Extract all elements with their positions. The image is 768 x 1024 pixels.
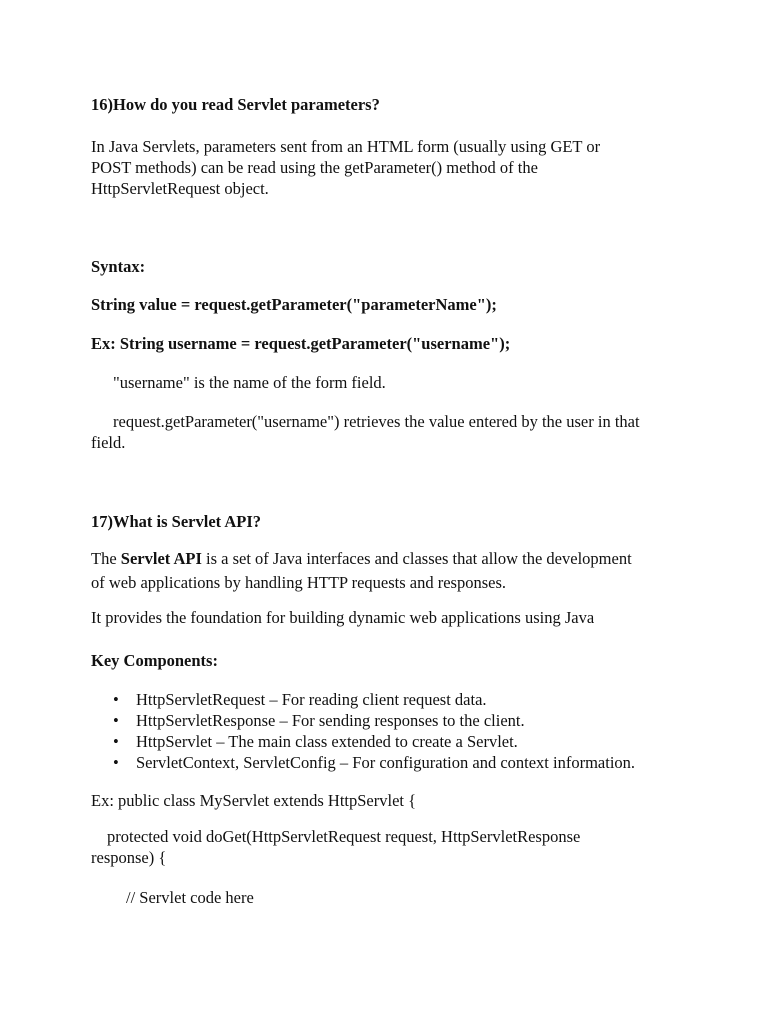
definition-prefix: The (91, 549, 121, 568)
foundation-text: It provides the foundation for building dynamic web applications using Java (91, 608, 595, 627)
bullet-icon: • (113, 690, 119, 709)
q16-intro-line: POST methods) can be read using the getParameter() method of the (91, 158, 538, 177)
getparameter-note-line: request.getParameter("username") retrieves the value entered by the user in that (113, 412, 640, 431)
getparameter-note-line: field. (91, 433, 126, 452)
bullet-icon: • (113, 711, 119, 730)
getparameter-note (91, 411, 711, 453)
list-item (91, 752, 711, 773)
bullet-icon: • (113, 732, 119, 751)
key-components-label: Key Components: (91, 651, 218, 670)
list-item-text: ServletContext, ServletConfig – For configuration and context information. (136, 753, 636, 772)
list-item (91, 689, 711, 710)
bullet-icon: • (113, 753, 119, 772)
list-item (91, 710, 711, 731)
syntax-label: Syntax: (91, 257, 146, 276)
definition-term: Servlet API (120, 549, 202, 568)
q16-intro-line: HttpServletRequest object. (91, 179, 269, 198)
doget-line: response) { (91, 848, 167, 867)
definition-rest: is a set of Java interfaces and classes that allow the development (201, 549, 632, 568)
definition-line: of web applications by handling HTTP requests and responses. (91, 573, 507, 592)
username-note: "username" is the name of the form field. (113, 373, 386, 392)
definition-line (91, 547, 691, 571)
list-item-text: HttpServletResponse – For sending responses to the client. (136, 711, 525, 730)
comment-line: // Servlet code here (126, 888, 254, 907)
syntax-code: String value = request.getParameter("parameterName"); (91, 295, 497, 314)
q16-heading: 16)How do you read Servlet parameters? (91, 95, 380, 114)
key-components-list (91, 689, 711, 773)
doget-line: protected void doGet(HttpServletRequest request, HttpServletResponse (107, 827, 581, 846)
q16-intro-line: In Java Servlets, parameters sent from an HTML form (usually using GET or (91, 137, 601, 156)
list-item-text: HttpServlet – The main class extended to create a Servlet. (136, 732, 518, 751)
example-code: Ex: String username = request.getParameter("username"); (91, 334, 511, 353)
q17-heading: 17)What is Servlet API? (91, 512, 262, 531)
example-class-line: Ex: public class MyServlet extends HttpServlet { (91, 791, 417, 810)
doget-code (91, 826, 711, 868)
list-item (91, 731, 711, 752)
servlet-api-definition (91, 547, 691, 595)
list-item-text: HttpServletRequest – For reading client request data. (136, 690, 487, 709)
q16-intro-paragraph (91, 136, 691, 199)
